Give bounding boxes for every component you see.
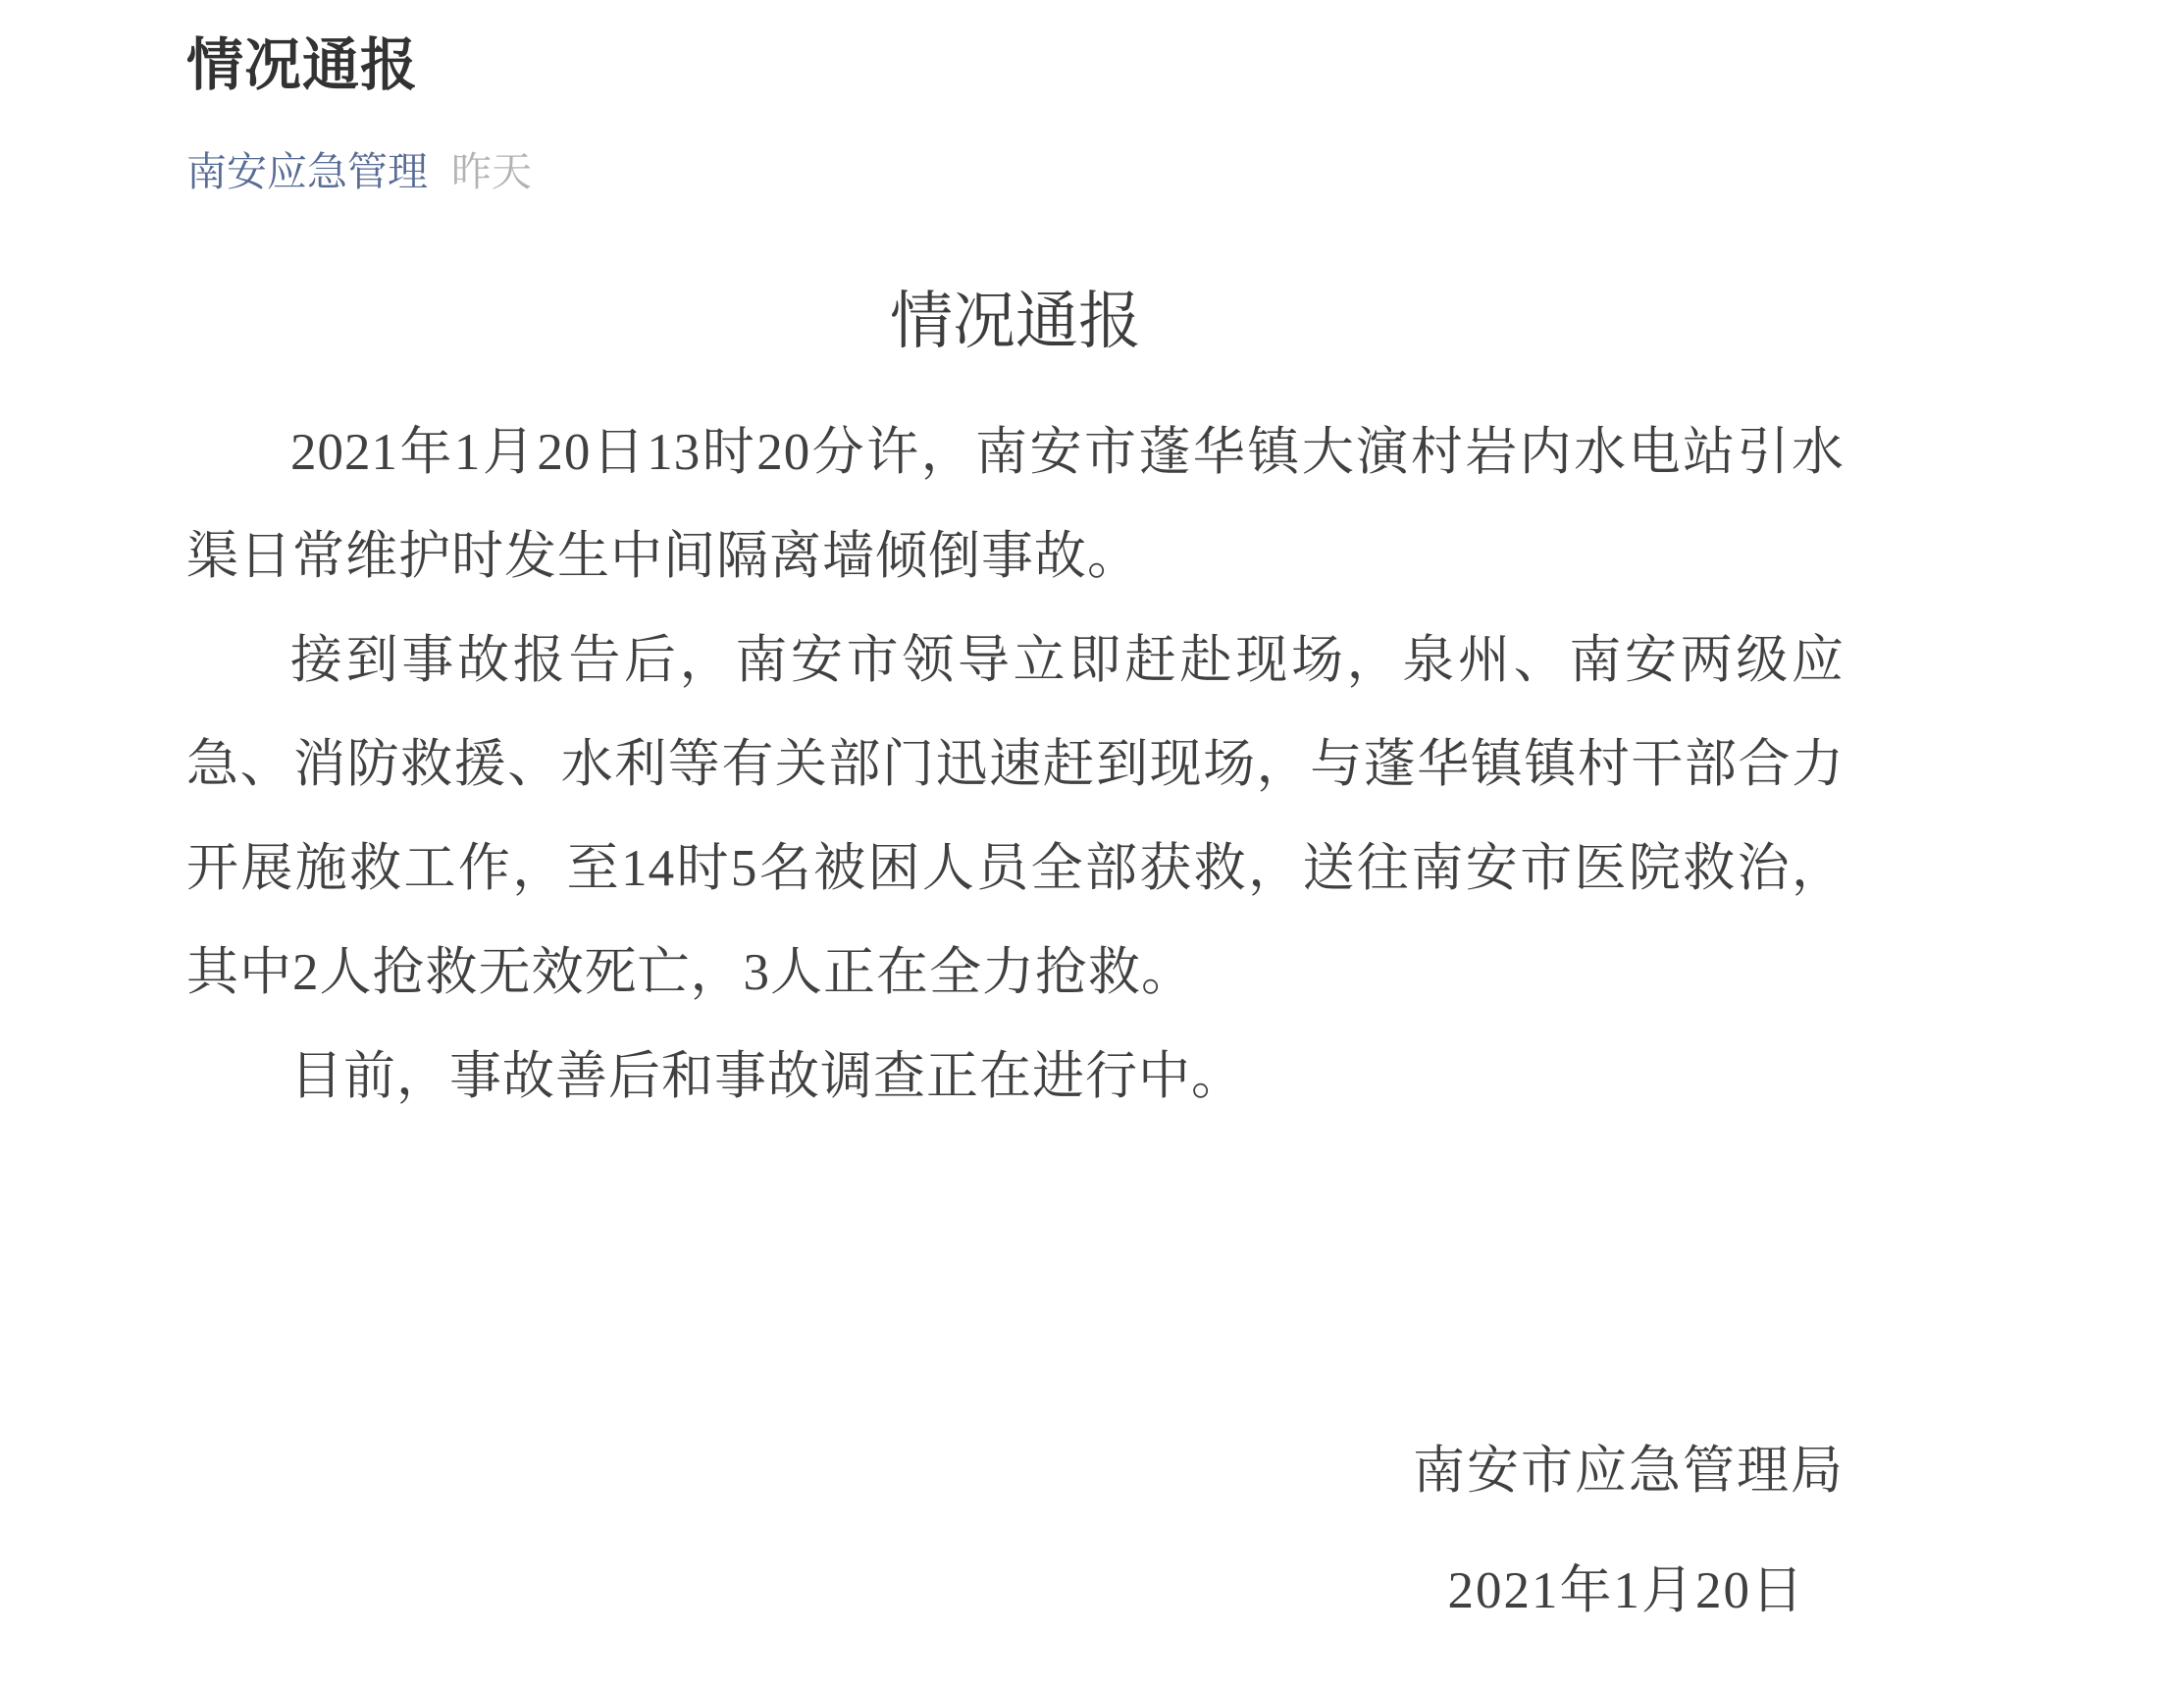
account-name-link[interactable]: 南安应急管理 (186, 148, 428, 194)
signature-block (186, 1419, 1845, 1643)
article-page (186, 0, 1845, 1643)
paragraph-incident: 2021年1月20日13时20分许，南安市蓬华镇大演村岩内水电站引水渠日常维护时发生中间隔离墙倾倒事故。 (186, 423, 1845, 585)
article-title: 情况通报 (890, 285, 1141, 356)
signature-date: 2021年1月20日 (1447, 1561, 1805, 1619)
signature-organization: 南安市应急管理局 (1413, 1442, 1845, 1500)
paragraph-status: 目前，事故善后和事故调查正在进行中。 (290, 1047, 1244, 1105)
page-title: 情况通报 (186, 33, 419, 97)
publish-time: 昨天 (451, 148, 532, 194)
paragraph-rescue: 接到事故报告后，南安市领导立即赶赴现场，泉州、南安两级应急、消防救援、水利等有关部门迅速赶到现场，与蓬华镇镇村干部合力开展施救工作，至14时5名被困人员全部获救，送往南安市医院救治，其中2人抢救无效死亡，3人正在全力抢救。 (186, 631, 1845, 1001)
byline (186, 148, 1845, 196)
article-body (186, 269, 1845, 1643)
